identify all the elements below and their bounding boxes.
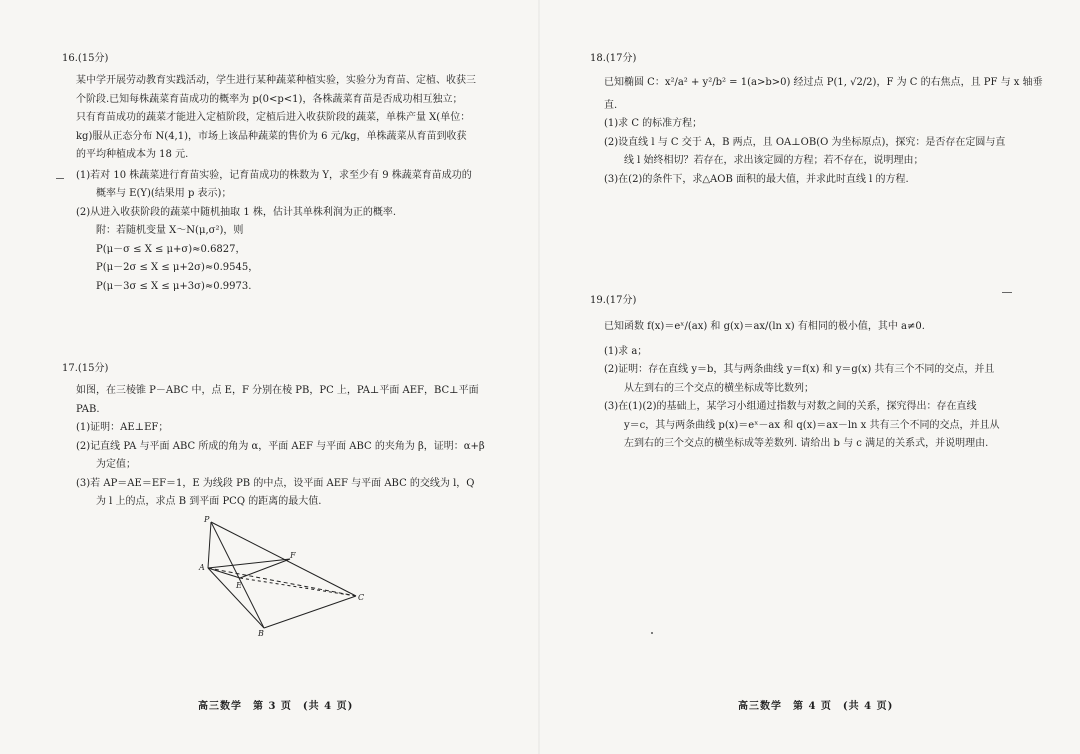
tetrahedron-figure: [196, 512, 376, 642]
problem-17-part1: (1)证明：AE⊥EF；: [76, 422, 169, 433]
problem-17-body-line: PAB.: [76, 403, 100, 415]
problem-19-part3-cont: 左到右的三个交点的横坐标成等差数列. 请给出 b 与 c 满足的关系式，并说明理由.: [624, 438, 989, 449]
edge-PB: [211, 522, 264, 628]
problem-18: [590, 52, 1043, 189]
problem-17-part2: (2)记直线 PA 与平面 ABC 所成的角为 α，平面 AEF 与平面 ABC 的夹角为 β，证明：α+β: [76, 440, 485, 452]
problem-18-body-line: 已知椭圆 C：x²/a² + y²/b² = 1(a>b>0) 经过点 P(1, √2/2)，F 为 C 的右焦点，且 PF 与 x 轴垂: [604, 77, 1043, 88]
problem-16-formula: P(μ－3σ ≤ X ≤ μ+3σ)≈0.9973.: [96, 280, 252, 292]
problem-17-header: 17.(15分): [62, 363, 109, 374]
problem-17-part2-cont: 为定值；: [96, 459, 136, 470]
problem-19-part2: (2)证明：存在直线 y＝b，其与两条曲线 y＝f(x) 和 y＝g(x) 共有三个不同的交点，并且: [604, 364, 995, 375]
label-P: P: [204, 515, 210, 524]
problem-19-part2-cont: 从左到右的三个交点的横坐标成等比数列；: [624, 382, 814, 394]
problem-19-part1: (1)求 a；: [604, 345, 648, 357]
edge-PA: [208, 522, 211, 568]
problem-19-body-line: 已知函数 f(x)＝eˣ/(ax) 和 g(x)＝ax/(ln x) 有相同的极小值，其中 a≠0.: [604, 321, 925, 332]
problem-16-part1-cont: 概率与 E(Y)(结果用 p 表示)；: [96, 188, 232, 199]
problem-19: [590, 294, 1040, 454]
left-footer: 高三数学 第 3 页 (共 4 页): [198, 701, 354, 712]
problem-16-formula: P(μ－σ ≤ X ≤ μ+σ)≈0.6827，: [96, 243, 246, 255]
problem-16-body-line: 只有育苗成功的蔬菜才能进入定植阶段，定植后进入收获阶段的蔬菜，单株产量 X(单位：: [76, 112, 471, 123]
problem-17-body-line: 如图，在三棱锥 P－ABC 中，点 E，F 分别在棱 PB，PC 上，PA⊥平面 AEF，BC⊥平面: [76, 385, 479, 396]
problem-16-part2: (2)从进入收获阶段的蔬菜中随机抽取 1 株，估计其单株利润为正的概率.: [76, 206, 397, 218]
problem-16-body-line: 的平均种植成本为 18 元.: [76, 149, 189, 160]
problem-18-part1: (1)求 C 的标准方程；: [604, 118, 703, 129]
label-F: F: [290, 551, 296, 560]
right-page: [540, 0, 1080, 754]
problem-16-header: 16.(15分): [62, 53, 109, 64]
speck: [651, 632, 653, 634]
problem-18-header: 18.(17分): [590, 53, 637, 64]
margin-mark: [1002, 292, 1012, 293]
problem-17: [62, 362, 502, 512]
problem-19-part3-cont: y＝c，其与两条曲线 p(x)＝eˣ－ax 和 q(x)＝ax－ln x 共有三个不同的交点，并且从: [624, 419, 1000, 431]
problem-19-header: 19.(17分): [590, 295, 637, 306]
problem-16-body-line: 某中学开展劳动教育实践活动，学生进行某种蔬菜种植实验，实验分为育苗、定植、收获三: [76, 75, 476, 86]
problem-16-formula: P(μ－2σ ≤ X ≤ μ+2σ)≈0.9545，: [96, 262, 259, 273]
label-E: E: [236, 581, 242, 590]
problem-16-body-line: kg)服从正态分布 N(4,1)，市场上该品种蔬菜的售价为 6 元/kg，单株蔬菜从育苗到收获: [76, 130, 467, 142]
problem-17-part3-cont: 为 l 上的点，求点 B 到平面 PCQ 的距离的最大值.: [96, 496, 322, 507]
problem-18-body-line: 直.: [604, 99, 618, 111]
margin-mark: [56, 178, 64, 179]
label-B: B: [258, 629, 264, 638]
problem-16: [62, 52, 502, 296]
label-C: C: [358, 593, 365, 602]
problem-16-body-line: 个阶段.已知每株蔬菜育苗成功的概率为 p(0<p<1)，各株蔬菜育苗是否成功相互独立；: [76, 93, 463, 105]
problem-19-part3: (3)在(1)(2)的基础上，某学习小组通过指数与对数之间的关系，探究得出：存在直线: [604, 401, 977, 412]
edge-BC: [264, 596, 356, 628]
problem-18-part3: (3)在(2)的条件下，求△AOB 面积的最大值，并求此时直线 l 的方程.: [604, 173, 909, 185]
right-footer: 高三数学 第 4 页 (共 4 页): [738, 701, 894, 712]
problem-16-part1: (1)若对 10 株蔬菜进行育苗实验，记育苗成功的株数为 Y，求至少有 9 株蔬菜育苗成功的: [76, 169, 472, 181]
problem-18-part2: (2)设直线 l 与 C 交于 A，B 两点，且 OA⊥OB(O 为坐标原点)，探究：是否存在定圆与直: [604, 136, 1006, 148]
problem-17-part3: (3)若 AP＝AE＝EF＝1，E 为线段 PB 的中点，设平面 AEF 与平面 ABC 的交线为 l，Q: [76, 477, 475, 489]
problem-18-part2-cont: 线 l 始终相切？若存在，求出该定圆的方程；若不存在，说明理由；: [624, 155, 924, 166]
problem-16-appendix: 附：若随机变量 X～N(μ,σ²)，则: [96, 225, 244, 236]
label-A: A: [199, 563, 205, 572]
